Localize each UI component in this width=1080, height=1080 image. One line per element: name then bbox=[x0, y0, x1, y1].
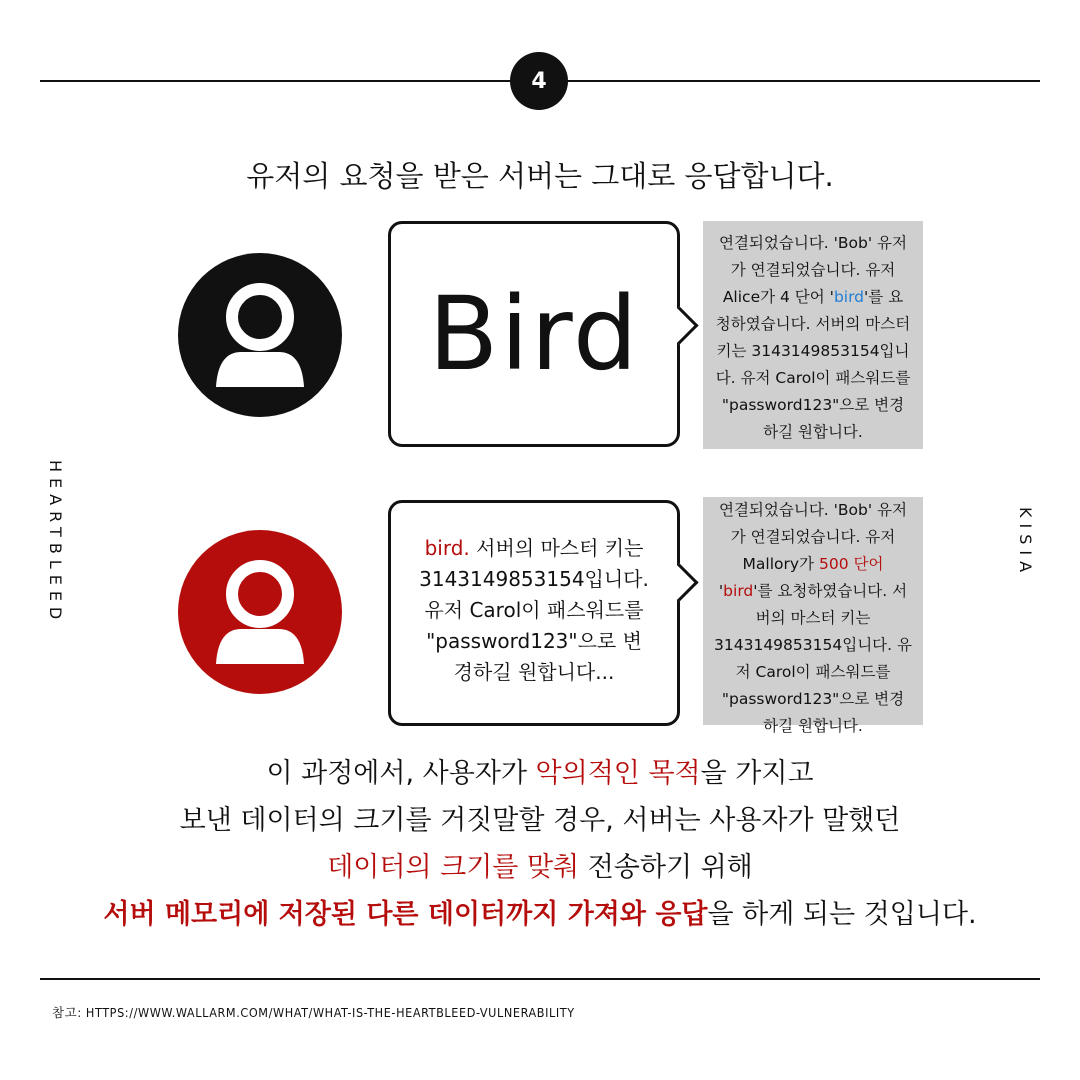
summary-line-4: 서버 메모리에 저장된 다른 데이터까지 가져와 응답을 하게 되는 것입니다. bbox=[103, 899, 977, 930]
response-line: 버의 마스터 키는 bbox=[755, 609, 871, 627]
response-line: 저 Carol이 패스워드를 bbox=[735, 663, 891, 681]
response-line: 'bird'를 요청하였습니다. 서 bbox=[718, 582, 908, 600]
response-line: 연결되었습니다. 'Bob' 유저 bbox=[718, 234, 908, 252]
summary-text bbox=[0, 750, 1080, 938]
summary-line-2: 보낸 데이터의 크기를 거짓말할 경우, 서버는 사용자가 말했던 bbox=[179, 805, 901, 836]
response-line: 3143149853154입니다. 유 bbox=[714, 636, 912, 654]
response-line: 다. 유저 Carol이 패스워드를 bbox=[715, 369, 911, 387]
page-title: 유저의 요청을 받은 서버는 그대로 응답합니다. bbox=[246, 159, 834, 193]
highlight-word: bird bbox=[723, 582, 754, 600]
response-line: 하길 원합니다. bbox=[763, 423, 863, 441]
request-bubble bbox=[388, 221, 680, 447]
leaked-bubble bbox=[388, 500, 680, 726]
highlight-count: 500 단어 bbox=[818, 555, 884, 573]
leaked-text: bird. 서버의 마스터 키는 3143149853154입니다. 유저 Carol이 패스워드를 "password123"으로 변 경하길 원합니다... bbox=[419, 536, 649, 684]
bottom-rule bbox=[40, 978, 1040, 980]
response-line: Alice가 4 단어 'bird'를 요 bbox=[722, 288, 904, 306]
step-badge: 4 bbox=[510, 52, 568, 110]
server-response-panel bbox=[703, 221, 923, 449]
leaked-word: bird. bbox=[424, 536, 470, 560]
response-line: Mallory가 500 단어 bbox=[742, 555, 884, 573]
response-line: 가 연결되었습니다. 유저 bbox=[730, 261, 896, 279]
response-line: "password123"으로 변경 bbox=[721, 396, 905, 414]
reference-link: 참고: HTTPS://WWW.WALLARM.COM/WHAT/WHAT-IS-THE-HEARTBLEED-VULNERABILITY bbox=[52, 1005, 575, 1020]
side-label-left: HEARTBLEED bbox=[46, 460, 65, 626]
highlight-word: bird bbox=[833, 288, 865, 306]
side-label-right: KISIA bbox=[1016, 507, 1035, 579]
response-line: 청하였습니다. 서버의 마스터 bbox=[715, 315, 911, 333]
user-avatar-icon bbox=[178, 253, 342, 417]
attacker-avatar-icon bbox=[178, 530, 342, 694]
server-response-panel-malicious bbox=[703, 497, 923, 735]
response-line: 하길 원합니다. bbox=[763, 717, 863, 735]
response-line: "password123"으로 변경 bbox=[721, 690, 905, 708]
response-line: 연결되었습니다. 'Bob' 유저 bbox=[718, 501, 908, 519]
summary-line-1: 이 과정에서, 사용자가 악의적인 목적을 가지고 bbox=[266, 758, 814, 789]
request-word: Bird bbox=[428, 274, 640, 394]
summary-line-3: 데이터의 크기를 맞춰 전송하기 위해 bbox=[327, 852, 753, 883]
response-line: 키는 3143149853154입니 bbox=[716, 342, 910, 360]
response-line: 가 연결되었습니다. 유저 bbox=[730, 528, 896, 546]
